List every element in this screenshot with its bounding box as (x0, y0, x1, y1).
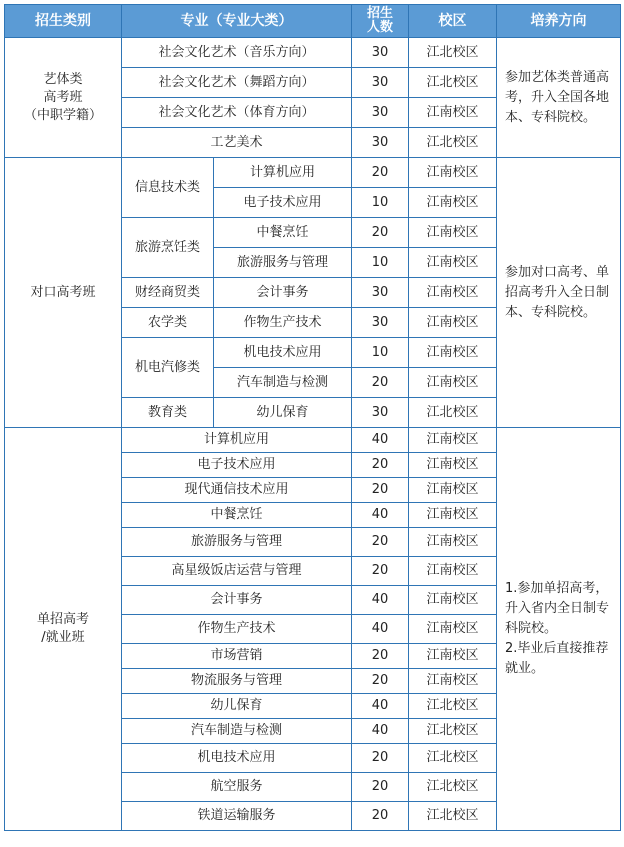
major-cell: 机电技术应用 (122, 744, 352, 773)
campus-cell: 江南校区 (409, 98, 497, 128)
campus-cell: 江南校区 (409, 158, 497, 188)
count-cell: 30 (352, 38, 409, 68)
major-cell: 作物生产技术 (214, 308, 352, 338)
major-cell: 电子技术应用 (122, 453, 352, 478)
header-count (352, 5, 409, 38)
major-cell: 电子技术应用 (214, 188, 352, 218)
count-cell: 20 (352, 453, 409, 478)
major-cell: 计算机应用 (214, 158, 352, 188)
major-cell: 现代通信技术应用 (122, 478, 352, 503)
major-cell: 社会文化艺术（舞蹈方向） (122, 68, 352, 98)
count-cell: 20 (352, 368, 409, 398)
major-cell: 社会文化艺术（体育方向） (122, 98, 352, 128)
category-cell: 对口高考班 (5, 158, 122, 428)
campus-cell: 江北校区 (409, 744, 497, 773)
campus-cell: 江北校区 (409, 694, 497, 719)
campus-cell: 江南校区 (409, 503, 497, 528)
major-cell: 汽车制造与检测 (122, 719, 352, 744)
major-cell: 幼儿保育 (122, 694, 352, 719)
count-cell: 10 (352, 248, 409, 278)
major-cell: 物流服务与管理 (122, 669, 352, 694)
header-count-text: 招生 人数 (366, 6, 393, 35)
group-cell: 信息技术类 (122, 158, 214, 218)
category-cell (5, 38, 122, 158)
campus-cell: 江南校区 (409, 338, 497, 368)
header-category: 招生类别 (5, 5, 122, 38)
major-cell: 市场营销 (122, 644, 352, 669)
group-cell: 农学类 (122, 308, 214, 338)
count-cell: 20 (352, 773, 409, 802)
major-cell: 航空服务 (122, 773, 352, 802)
major-cell: 中餐烹饪 (122, 503, 352, 528)
count-cell: 20 (352, 557, 409, 586)
count-cell: 20 (352, 744, 409, 773)
campus-cell: 江北校区 (409, 773, 497, 802)
header-major: 专业（专业大类） (122, 5, 352, 38)
count-cell: 40 (352, 615, 409, 644)
major-cell: 机电技术应用 (214, 338, 352, 368)
direction-cell: 参加对口高考、单招高考升入全日制本、专科院校。 (497, 158, 621, 428)
count-cell: 30 (352, 98, 409, 128)
group-cell: 教育类 (122, 398, 214, 428)
enrollment-table (4, 4, 621, 831)
campus-cell: 江北校区 (409, 68, 497, 98)
count-cell: 20 (352, 644, 409, 669)
campus-cell: 江南校区 (409, 453, 497, 478)
count-cell: 40 (352, 428, 409, 453)
count-cell: 40 (352, 503, 409, 528)
major-cell: 会计事务 (214, 278, 352, 308)
campus-cell: 江南校区 (409, 644, 497, 669)
major-cell: 旅游服务与管理 (214, 248, 352, 278)
count-cell: 30 (352, 68, 409, 98)
category-label: 艺体类 高考班 （中职学籍） (23, 71, 102, 123)
group-cell: 机电汽修类 (122, 338, 214, 398)
major-cell: 会计事务 (122, 586, 352, 615)
major-cell: 旅游服务与管理 (122, 528, 352, 557)
major-cell: 作物生产技术 (122, 615, 352, 644)
campus-cell: 江北校区 (409, 719, 497, 744)
campus-cell: 江南校区 (409, 586, 497, 615)
campus-cell: 江南校区 (409, 478, 497, 503)
campus-cell: 江南校区 (409, 278, 497, 308)
header-row (5, 5, 621, 38)
table-row (5, 428, 621, 453)
campus-cell: 江南校区 (409, 218, 497, 248)
major-cell: 高星级饭店运营与管理 (122, 557, 352, 586)
campus-cell: 江南校区 (409, 669, 497, 694)
major-cell: 汽车制造与检测 (214, 368, 352, 398)
campus-cell: 江南校区 (409, 428, 497, 453)
count-cell: 10 (352, 338, 409, 368)
campus-cell: 江北校区 (409, 802, 497, 831)
campus-cell: 江南校区 (409, 308, 497, 338)
group-cell: 旅游烹饪类 (122, 218, 214, 278)
direction-cell: 参加艺体类普通高考，升入全国各地本、专科院校。 (497, 38, 621, 158)
campus-cell: 江南校区 (409, 528, 497, 557)
count-cell: 20 (352, 158, 409, 188)
count-cell: 40 (352, 719, 409, 744)
count-cell: 30 (352, 398, 409, 428)
major-cell: 工艺美术 (122, 128, 352, 158)
count-cell: 20 (352, 528, 409, 557)
category-cell (5, 428, 122, 831)
count-cell: 30 (352, 128, 409, 158)
header-direction: 培养方向 (497, 5, 621, 38)
campus-cell: 江南校区 (409, 188, 497, 218)
count-cell: 20 (352, 478, 409, 503)
count-cell: 20 (352, 802, 409, 831)
campus-cell: 江南校区 (409, 248, 497, 278)
count-cell: 10 (352, 188, 409, 218)
campus-cell: 江北校区 (409, 128, 497, 158)
campus-cell: 江南校区 (409, 615, 497, 644)
count-cell: 40 (352, 586, 409, 615)
count-cell: 40 (352, 694, 409, 719)
major-cell: 中餐烹饪 (214, 218, 352, 248)
count-cell: 30 (352, 278, 409, 308)
major-cell: 社会文化艺术（音乐方向） (122, 38, 352, 68)
campus-cell: 江北校区 (409, 38, 497, 68)
count-cell: 20 (352, 218, 409, 248)
category-label: 单招高考 /就业班 (36, 612, 89, 645)
campus-cell: 江南校区 (409, 368, 497, 398)
major-cell: 铁道运输服务 (122, 802, 352, 831)
table-row (5, 38, 621, 68)
count-cell: 30 (352, 308, 409, 338)
direction-cell: 1.参加单招高考，升入省内全日制专科院校。 2.毕业后直接推荐就业。 (497, 428, 621, 831)
table-row (5, 158, 621, 188)
header-campus: 校区 (409, 5, 497, 38)
campus-cell: 江南校区 (409, 557, 497, 586)
campus-cell: 江北校区 (409, 398, 497, 428)
group-cell: 财经商贸类 (122, 278, 214, 308)
major-cell: 幼儿保育 (214, 398, 352, 428)
major-cell: 计算机应用 (122, 428, 352, 453)
count-cell: 20 (352, 669, 409, 694)
